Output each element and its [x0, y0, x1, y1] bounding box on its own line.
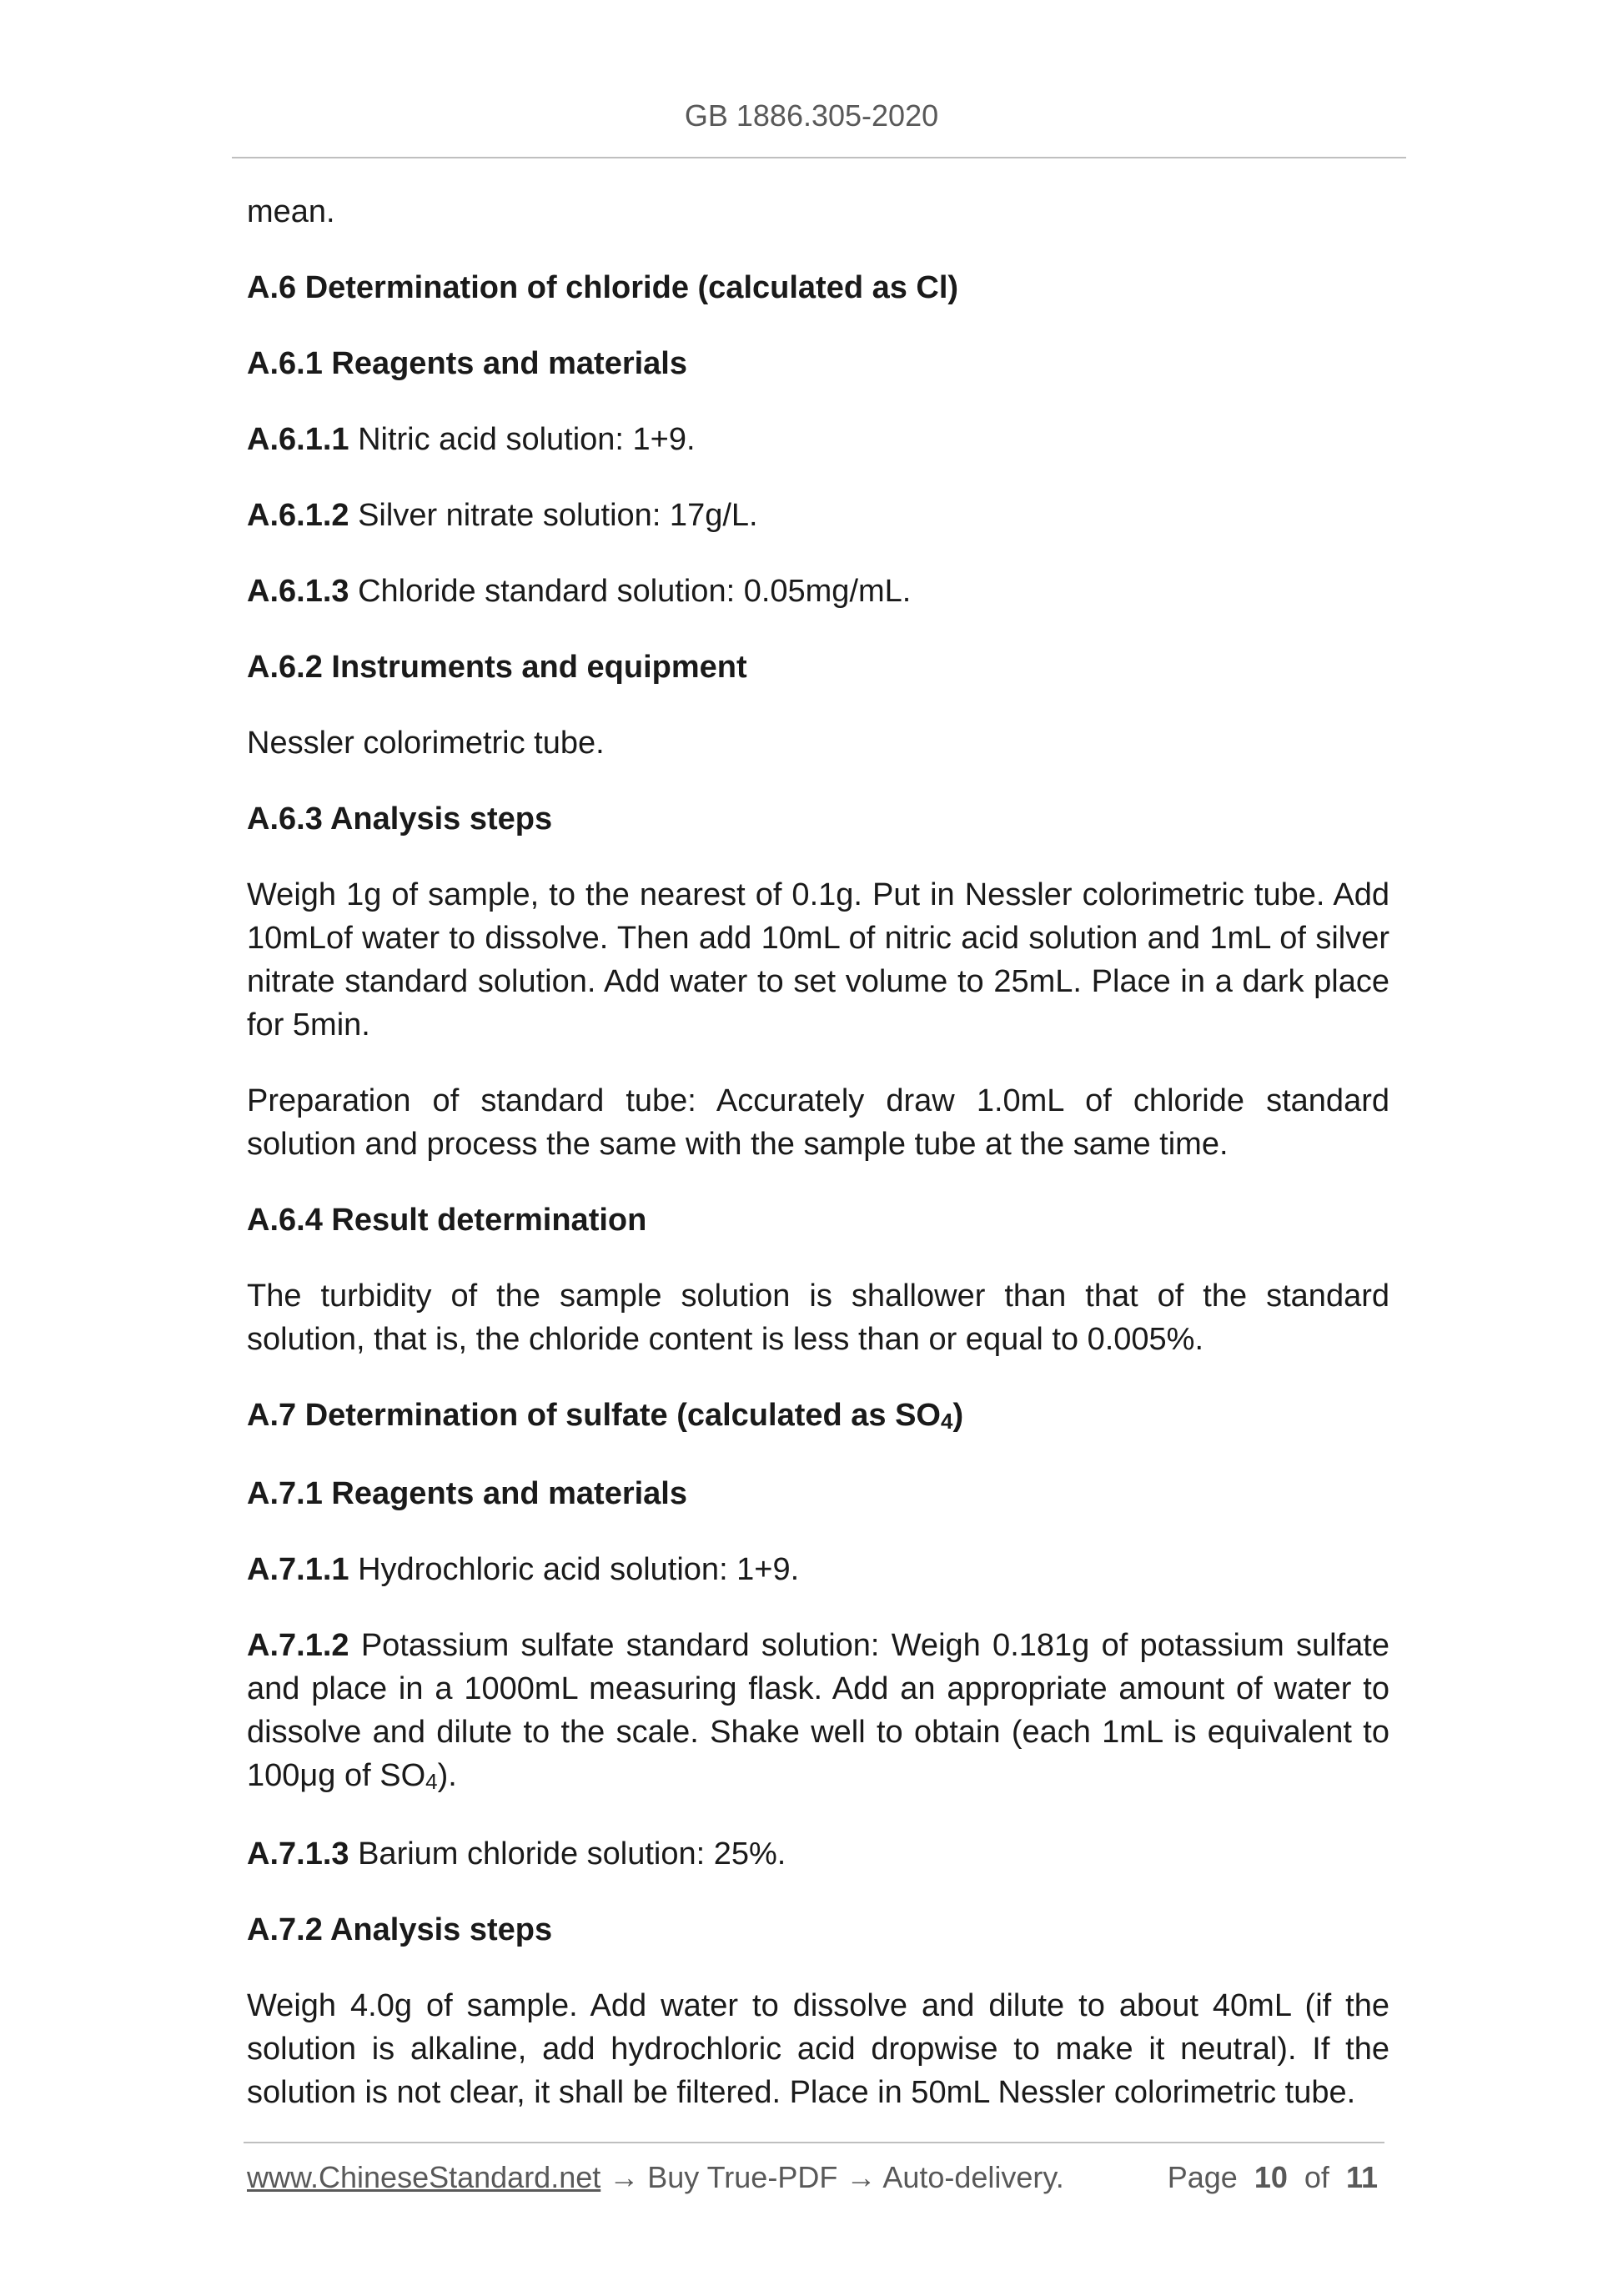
- item-text-end: ).: [437, 1758, 457, 1793]
- paragraph-a7-2-procedure: Weigh 4.0g of sample. Add water to dissolve and dilute to about 40mL (if the solution is alkaline, add hydrochloric acid dropwise to make it neutral). If the solution is not clear, it shall be filtered. Place in 50mL Nessler colorimetric tube.: [247, 1988, 1389, 2110]
- item-text: Potassium sulfate standard solution: Weigh 0.181g of potassium sulfate and place in a 1000mL measuring flask. Add an appropriate amount of water to dissolve and dilute to the scale. Shake well to obtain (each 1mL is equivalent to 100μg of SO: [247, 1628, 1389, 1793]
- site-link[interactable]: www.ChineseStandard.net: [247, 2160, 601, 2194]
- heading-a7-2: A.7.2 Analysis steps: [247, 1912, 553, 1947]
- item-a6-1-2: [247, 494, 1389, 537]
- heading-a7-1: A.7.1 Reagents and materials: [247, 1476, 687, 1511]
- of-label: of: [1304, 2160, 1329, 2194]
- item-a7-1-2: [247, 1624, 1389, 1800]
- heading-a6: A.6 Determination of chloride (calculated as Cl): [247, 270, 959, 305]
- paragraph-a6-3-standard-tube: Preparation of standard tube: Accurately draw 1.0mL of chloride standard solution and process the same with the sample tube at the same time.: [247, 1083, 1389, 1162]
- paragraph-nessler: Nessler colorimetric tube.: [247, 726, 605, 761]
- item-number: A.6.1.2: [247, 498, 349, 533]
- document-body: [247, 190, 1389, 2147]
- item-number: A.7.1.3: [247, 1836, 349, 1871]
- subscript: 4: [941, 1409, 953, 1434]
- heading-a7: [247, 1394, 1389, 1439]
- heading-a6-3: A.6.3 Analysis steps: [247, 801, 553, 837]
- item-number: A.7.1.2: [247, 1628, 349, 1663]
- document-id: GB 1886.305-2020: [684, 98, 939, 133]
- item-a7-1-1: [247, 1548, 1389, 1591]
- paragraph-a6-4-result: The turbidity of the sample solution is shallower than that of the standard solution, that is, the chloride content is less than or equal to 0.005%.: [247, 1279, 1389, 1357]
- document-header: [0, 98, 1623, 133]
- item-a7-1-3: [247, 1832, 1389, 1876]
- item-text: Nitric acid solution: 1+9.: [349, 422, 696, 457]
- subscript: 4: [425, 1769, 438, 1794]
- item-number: A.6.1.1: [247, 422, 349, 457]
- heading-text-end: ): [952, 1398, 964, 1433]
- promo-text: → Buy True-PDF → Auto-delivery.: [600, 2160, 1064, 2194]
- footer-divider: [244, 2142, 1384, 2143]
- item-text: Silver nitrate solution: 17g/L.: [349, 498, 758, 533]
- heading-text: A.7 Determination of sulfate (calculated as SO: [247, 1398, 941, 1433]
- item-a6-1-1: [247, 418, 1389, 461]
- page-label: Page: [1167, 2160, 1238, 2194]
- header-divider: [232, 157, 1406, 158]
- paragraph-a6-3-procedure: Weigh 1g of sample, to the nearest of 0.1g. Put in Nessler colorimetric tube. Add 10mLof water to dissolve. Then add 10mL of nitric acid solution and 1mL of silver nitrate standard solution. Add water to set volume to 25mL. Place in a dark place for 5min.: [247, 877, 1389, 1042]
- item-a6-1-3: [247, 570, 1389, 613]
- page-indicator: [1168, 2160, 1378, 2195]
- paragraph-mean: mean.: [247, 194, 335, 229]
- item-text: Hydrochloric acid solution: 1+9.: [349, 1552, 800, 1587]
- document-footer: [247, 2160, 1378, 2195]
- item-number: A.6.1.3: [247, 574, 349, 609]
- footer-promo: [247, 2160, 1064, 2195]
- heading-a6-4: A.6.4 Result determination: [247, 1203, 647, 1238]
- item-text: Chloride standard solution: 0.05mg/mL.: [349, 574, 912, 609]
- page-number: 10: [1254, 2160, 1288, 2194]
- heading-a6-2: A.6.2 Instruments and equipment: [247, 650, 747, 685]
- item-text: Barium chloride solution: 25%.: [349, 1836, 786, 1871]
- heading-a6-1: A.6.1 Reagents and materials: [247, 346, 687, 381]
- page-total: 11: [1345, 2160, 1378, 2194]
- item-number: A.7.1.1: [247, 1552, 349, 1587]
